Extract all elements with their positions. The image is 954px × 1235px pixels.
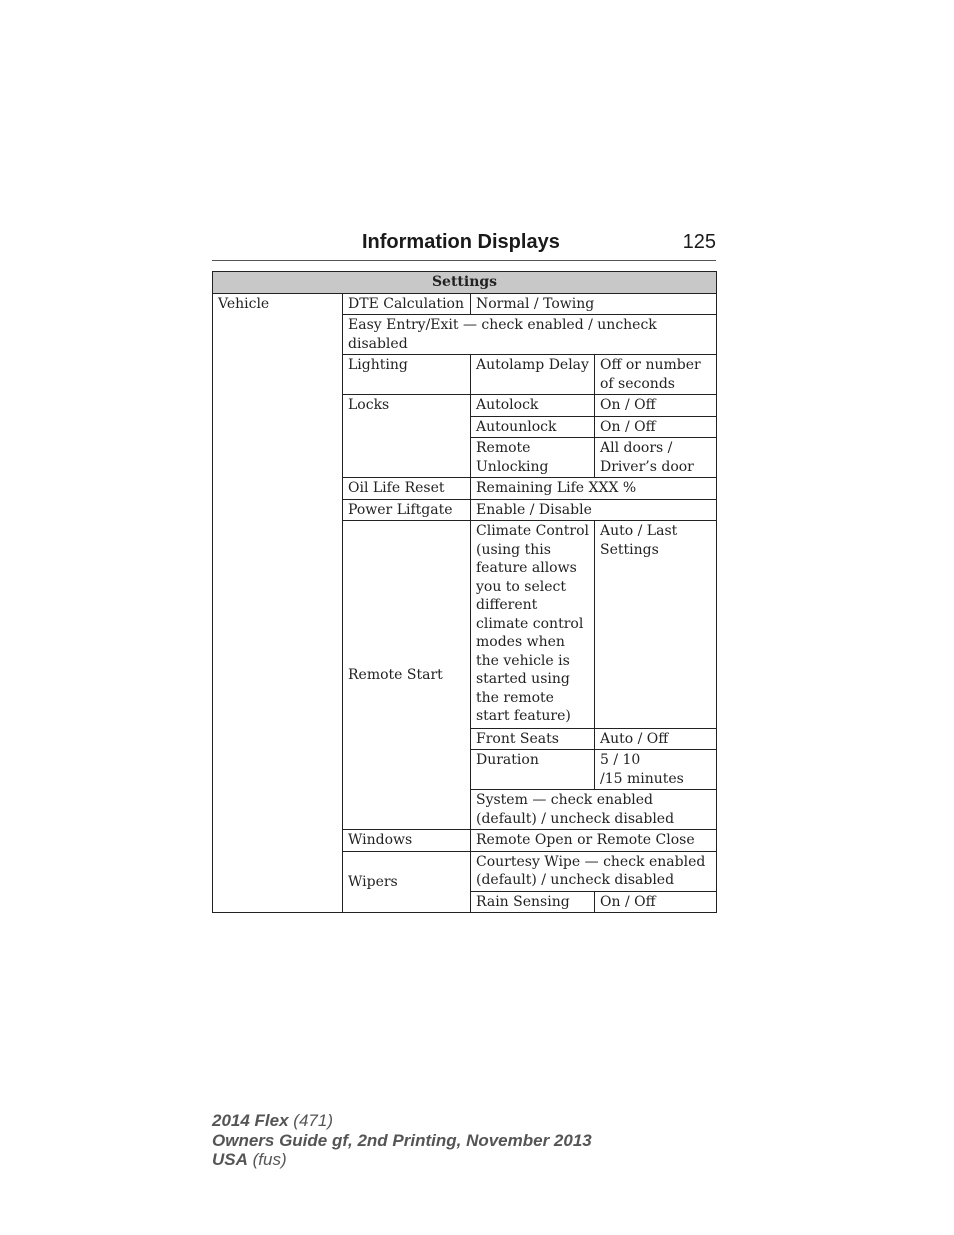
oil-life-value: Remaining Life XXX % bbox=[471, 478, 717, 500]
rain-sensing-value: On / Off bbox=[595, 891, 717, 913]
rain-sensing-option: Rain Sensing bbox=[471, 891, 595, 913]
remote-unlocking-option: Remote Unlocking bbox=[471, 438, 595, 478]
autounlock-option: Autounlock bbox=[471, 416, 595, 438]
front-seats-value: Auto / Off bbox=[595, 728, 717, 750]
footer-line-3 bbox=[212, 1150, 592, 1170]
footer-line-1 bbox=[212, 1111, 592, 1131]
settings-table bbox=[212, 271, 717, 913]
footer-region-code: (fus) bbox=[252, 1150, 287, 1169]
locks-label: Locks bbox=[343, 395, 471, 478]
page-header bbox=[212, 228, 716, 261]
wipers-label: Wipers bbox=[343, 851, 471, 913]
easy-entry-cell: Easy Entry/Exit — check enabled / uncheck disabled bbox=[343, 315, 717, 355]
footer-region: USA bbox=[212, 1150, 248, 1169]
table-header-row bbox=[213, 272, 717, 294]
system-cell: System — check enabled (default) / uncheck disabled bbox=[471, 790, 717, 830]
duration-value-line2: /15 minutes bbox=[600, 770, 684, 787]
oil-life-label: Oil Life Reset bbox=[343, 478, 471, 500]
climate-control-value: Auto / Last Settings bbox=[595, 521, 717, 729]
page-number: 125 bbox=[682, 231, 716, 253]
vehicle-cell: Vehicle bbox=[213, 293, 343, 913]
footer-model: 2014 Flex bbox=[212, 1111, 289, 1130]
windows-label: Windows bbox=[343, 830, 471, 852]
front-seats-option: Front Seats bbox=[471, 728, 595, 750]
duration-value bbox=[595, 750, 717, 790]
footer-code: (471) bbox=[293, 1111, 333, 1130]
footer-line-2 bbox=[212, 1131, 592, 1151]
climate-control-option: Climate Control (using this feature allows you to select different climate control modes when the vehicle is started using the remote start feature) bbox=[471, 521, 595, 729]
power-liftgate-label: Power Liftgate bbox=[343, 499, 471, 521]
windows-value: Remote Open or Remote Close bbox=[471, 830, 717, 852]
courtesy-wipe-cell: Courtesy Wipe — check enabled (default) / uncheck disabled bbox=[471, 851, 717, 891]
page-title: Information Displays bbox=[362, 231, 560, 253]
remote-start-label: Remote Start bbox=[343, 521, 471, 830]
table-heading: Settings bbox=[213, 272, 717, 294]
footer-guide: Owners Guide gf, 2nd Printing, November 2013 bbox=[212, 1130, 592, 1150]
duration-value-line1: 5 / 10 bbox=[600, 752, 641, 768]
power-liftgate-value: Enable / Disable bbox=[471, 499, 717, 521]
autounlock-value: On / Off bbox=[595, 416, 717, 438]
lighting-label: Lighting bbox=[343, 355, 471, 395]
lighting-option: Autolamp Delay bbox=[471, 355, 595, 395]
duration-option: Duration bbox=[471, 750, 595, 790]
dte-label: DTE Calculation bbox=[343, 293, 471, 315]
page-footer bbox=[212, 1111, 592, 1170]
lighting-value: Off or number of seconds bbox=[595, 355, 717, 395]
table-row bbox=[213, 293, 717, 315]
autolock-option: Autolock bbox=[471, 395, 595, 417]
remote-unlocking-value: All doors / Driver’s door bbox=[595, 438, 717, 478]
dte-value: Normal / Towing bbox=[471, 293, 717, 315]
autolock-value: On / Off bbox=[595, 395, 717, 417]
